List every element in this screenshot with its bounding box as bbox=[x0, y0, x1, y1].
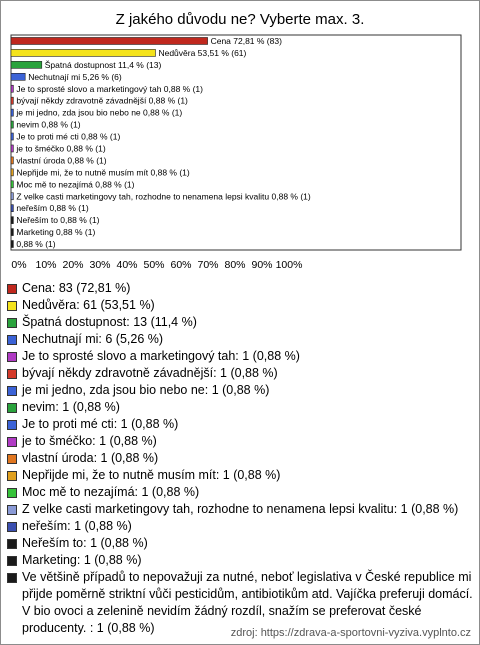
bar bbox=[11, 157, 13, 164]
legend-label: Je to proti mé cti: 1 (0,88 %) bbox=[22, 417, 179, 431]
legend-label: Je to sprosté slovo a marketingový tah: 1 (0,88 %) bbox=[22, 349, 300, 363]
legend-item bbox=[7, 433, 473, 450]
bar-label: Z velke casti marketingovy tah, rozhodne to nenamena lepsi kvalitu 0,88 % (1) bbox=[16, 191, 311, 202]
legend-swatch bbox=[7, 505, 17, 515]
bar-label: Neřeším to 0,88 % (1) bbox=[16, 215, 100, 226]
bar-label: Cena 72,81 % (83) bbox=[210, 35, 282, 46]
legend-swatch bbox=[7, 420, 17, 430]
legend-item bbox=[7, 467, 473, 484]
bar-chart bbox=[1, 1, 479, 276]
legend-item bbox=[7, 280, 473, 297]
bar bbox=[11, 97, 13, 104]
legend-label: Neřeším to: 1 (0,88 %) bbox=[22, 536, 148, 550]
bar bbox=[11, 109, 13, 116]
legend-swatch bbox=[7, 573, 17, 583]
legend-item bbox=[7, 382, 473, 399]
legend-label: Cena: 83 (72,81 %) bbox=[22, 281, 131, 295]
bar bbox=[11, 49, 155, 56]
legend-item bbox=[7, 518, 473, 535]
legend-swatch bbox=[7, 454, 17, 464]
bar bbox=[11, 205, 13, 212]
bar-label: Moc mě to nezajímá 0,88 % (1) bbox=[16, 179, 135, 190]
bar bbox=[11, 61, 42, 68]
legend-item bbox=[7, 331, 473, 348]
bar-label: neřeším 0,88 % (1) bbox=[16, 203, 89, 214]
bar-label: je to šméčko 0,88 % (1) bbox=[16, 143, 106, 154]
legend-label: Moc mě to nezajímá: 1 (0,88 %) bbox=[22, 485, 200, 499]
bar-label: Marketing 0,88 % (1) bbox=[16, 227, 96, 238]
legend-item bbox=[7, 348, 473, 365]
x-tick-label: 50% bbox=[143, 259, 165, 271]
legend-item bbox=[7, 416, 473, 433]
bar-label: nevim 0,88 % (1) bbox=[16, 119, 81, 130]
bar-label: Špatná dostupnost 11,4 % (13) bbox=[44, 59, 162, 70]
legend-swatch bbox=[7, 284, 17, 294]
legend-item bbox=[7, 484, 473, 501]
source-note: zdroj: https://zdrava-a-sportovni-vyziva.vyplnto.cz bbox=[230, 627, 471, 639]
x-tick-label: 0% bbox=[11, 259, 27, 271]
legend-swatch bbox=[7, 335, 17, 345]
legend-swatch bbox=[7, 471, 17, 481]
legend-label: neřeším: 1 (0,88 %) bbox=[22, 519, 132, 533]
bar bbox=[11, 181, 13, 188]
bar-label: Nechutnají mi 5,26 % (6) bbox=[28, 71, 122, 82]
legend-label: Marketing: 1 (0,88 %) bbox=[22, 553, 142, 567]
legend-item bbox=[7, 365, 473, 382]
legend-label: bývají někdy zdravotně závadnější: 1 (0,88 %) bbox=[22, 366, 278, 380]
x-tick-label: 100% bbox=[275, 259, 303, 271]
legend-swatch bbox=[7, 301, 17, 311]
bar-label: Je to sprosté slovo a marketingový tah 0,88 % (1) bbox=[16, 83, 204, 94]
bar-label: vlastní úroda 0,88 % (1) bbox=[16, 155, 107, 166]
legend-label: Nechutnají mi: 6 (5,26 %) bbox=[22, 332, 164, 346]
x-tick-label: 40% bbox=[116, 259, 138, 271]
legend-swatch bbox=[7, 352, 17, 362]
bar bbox=[11, 145, 13, 152]
legend-swatch bbox=[7, 488, 17, 498]
legend-item bbox=[7, 297, 473, 314]
legend-label: je to šméčko: 1 (0,88 %) bbox=[22, 434, 157, 448]
bar bbox=[11, 229, 13, 236]
legend-swatch bbox=[7, 369, 17, 379]
legend-label: Nepřijde mi, že to nutně musím mít: 1 (0,88 %) bbox=[22, 468, 281, 482]
legend-item bbox=[7, 552, 473, 569]
legend-label: vlastní úroda: 1 (0,88 %) bbox=[22, 451, 159, 465]
bar bbox=[11, 217, 13, 224]
legend-swatch bbox=[7, 318, 17, 328]
legend-label: Ve většině případů to nepovažuji za nutné, neboť legislativa v České republice mi přijde poměrně striktní vůči pesticidům, antibiotikům atd. Vajíčka preferuji domácí. V bio ovoci a zelenině nevidím žádný rozdíl, snažím se preferovat české producenty. : 1 (0,88 %) bbox=[22, 570, 473, 635]
bar-label: Je to proti mé cti 0,88 % (1) bbox=[16, 131, 121, 142]
legend-item bbox=[7, 399, 473, 416]
x-tick-label: 70% bbox=[197, 259, 219, 271]
legend-label: Z velke casti marketingovy tah, rozhodne to nenamena lepsi kvalitu: 1 (0,88 %) bbox=[22, 502, 459, 516]
bar bbox=[11, 193, 13, 200]
bar bbox=[11, 133, 13, 140]
chart-title: Z jakého důvodu ne? Vyberte max. 3. bbox=[115, 11, 365, 28]
x-tick-label: 10% bbox=[35, 259, 57, 271]
x-tick-label: 60% bbox=[170, 259, 192, 271]
bar-label: je mi jedno, zda jsou bio nebo ne 0,88 % (1) bbox=[16, 107, 183, 118]
x-tick-label: 80% bbox=[224, 259, 246, 271]
legend-label: Špatná dostupnost: 13 (11,4 %) bbox=[22, 315, 197, 329]
x-tick-label: 90% bbox=[251, 259, 273, 271]
legend-swatch bbox=[7, 386, 17, 396]
bar-label: 0,88 % (1) bbox=[16, 239, 56, 250]
legend-item bbox=[7, 314, 473, 331]
legend-item bbox=[7, 535, 473, 552]
bar-label: Nepřijde mi, že to nutně musím mít 0,88 % (1) bbox=[16, 167, 190, 178]
bar-label: bývají někdy zdravotně závadnější 0,88 % (1) bbox=[16, 95, 188, 106]
x-tick-label: 20% bbox=[62, 259, 84, 271]
legend-swatch bbox=[7, 437, 17, 447]
legend-item bbox=[7, 450, 473, 467]
x-tick-label: 30% bbox=[89, 259, 111, 271]
chart-legend bbox=[7, 280, 473, 637]
legend-swatch bbox=[7, 403, 17, 413]
legend-swatch bbox=[7, 522, 17, 532]
bar-label: Nedůvěra 53,51 % (61) bbox=[158, 47, 247, 58]
bar bbox=[11, 73, 25, 80]
legend-label: Nedůvěra: 61 (53,51 %) bbox=[22, 298, 155, 312]
bar bbox=[11, 121, 13, 128]
legend-label: je mi jedno, zda jsou bio nebo ne: 1 (0,88 %) bbox=[22, 383, 270, 397]
legend-swatch bbox=[7, 539, 17, 549]
legend-label: nevim: 1 (0,88 %) bbox=[22, 400, 120, 414]
legend-swatch bbox=[7, 556, 17, 566]
legend-item bbox=[7, 501, 473, 518]
bar bbox=[11, 85, 13, 92]
bar bbox=[11, 169, 13, 176]
bar bbox=[11, 241, 13, 248]
bar bbox=[11, 37, 208, 44]
